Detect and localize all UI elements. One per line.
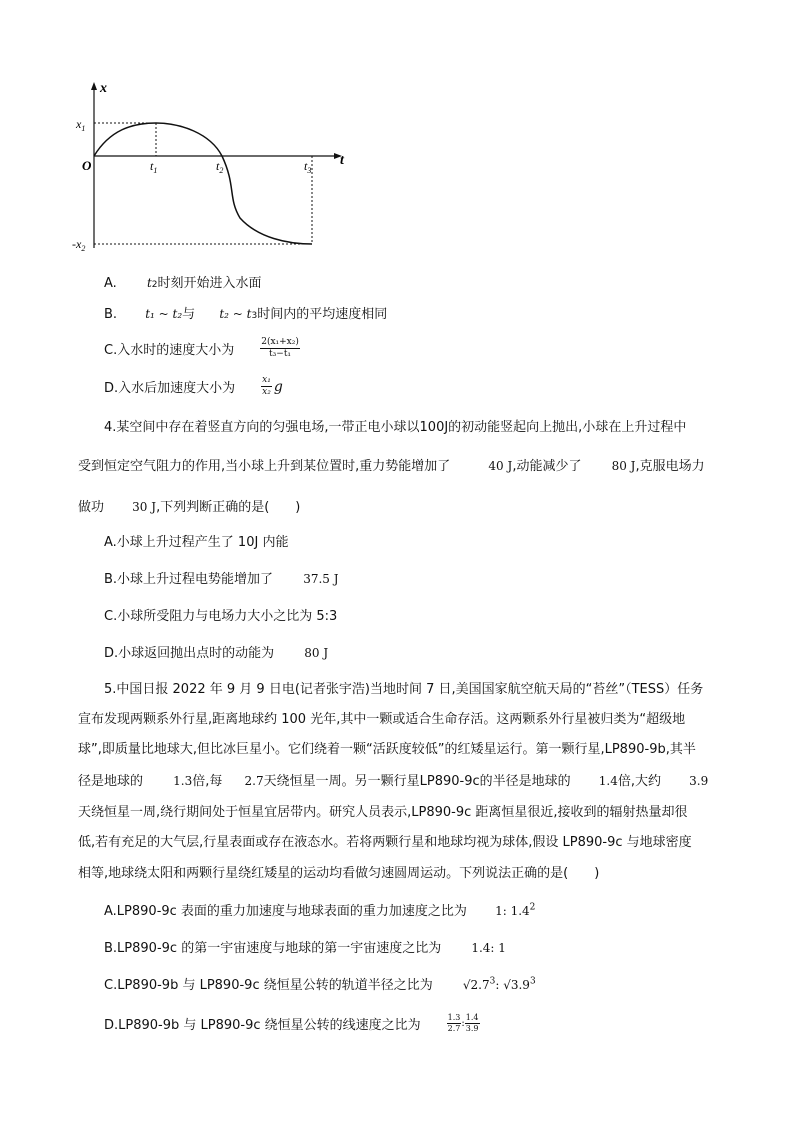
neg-x2-label: $-x_2$ bbox=[72, 237, 86, 253]
q5-option-d-num1: 1.3 bbox=[447, 1013, 461, 1022]
option-a-label: A. bbox=[104, 276, 117, 291]
q5-value-3-9: 3.9 bbox=[689, 774, 709, 788]
q4-option-b-value: 37.5 J bbox=[303, 572, 339, 586]
option-b-label: B. bbox=[104, 307, 118, 322]
q4-value-30j: 30 J bbox=[132, 500, 157, 514]
q3-option-d bbox=[104, 376, 283, 397]
q5-line3: 球”,即质量比地球大,但比冰巨星小。它们绕着一颗“活跃度较低”的红矮星运行。第一颗行星,LP890-9b,其半 bbox=[78, 742, 696, 757]
q5-option-c bbox=[104, 974, 536, 993]
q4-line2 bbox=[78, 455, 705, 474]
q5-option-d-fraction2 bbox=[465, 1014, 480, 1033]
q4-value-80j: 80 J bbox=[611, 459, 636, 473]
q4-line2-text-b: ,动能减少了 bbox=[512, 459, 582, 474]
option-b-range2: t₂ ~ t bbox=[219, 307, 252, 321]
option-d-text: D.入水后加速度大小为 bbox=[104, 381, 236, 396]
motion-curve bbox=[94, 123, 312, 244]
q4-line3-text-b: ,下列判断正确的是( ) bbox=[156, 500, 301, 515]
q5-value-2-7: 2.7 bbox=[244, 774, 264, 788]
q4-option-d bbox=[104, 642, 328, 661]
q5-line7: 相等,地球绕太阳和两颗行星绕红矮星的运动均看做匀速圆周运动。下列说法正确的是( ) bbox=[78, 866, 600, 881]
q3-option-c bbox=[104, 338, 300, 359]
t1-label: $t_1$ bbox=[150, 159, 158, 175]
option-d-g: g bbox=[273, 378, 283, 395]
option-b-text: 时间内的平均速度相同 bbox=[257, 307, 388, 322]
q4-line2-text-c: ,克服电场力 bbox=[635, 459, 705, 474]
q4-option-d-text: D.小球返回抛出点时的动能为 bbox=[104, 646, 275, 661]
q3-option-b bbox=[104, 303, 387, 322]
position-time-graph bbox=[70, 78, 360, 258]
q5-option-d bbox=[104, 1014, 480, 1033]
q4-line2-text-a: 受到恒定空气阻力的作用,当小球上升到某位置时,重力势能增加了 bbox=[78, 459, 451, 474]
q5-option-a-text: A.LP890-9c 表面的重力加速度与地球表面的重力加速度之比为 bbox=[104, 904, 467, 919]
q4-option-c: C.小球所受阻力与电场力大小之比为 5:3 bbox=[104, 609, 338, 624]
x1-label: $x_1$ bbox=[76, 117, 86, 133]
q5-option-c-root2: √3.9 bbox=[503, 978, 530, 992]
q5-line4 bbox=[78, 770, 708, 789]
option-d-fraction bbox=[261, 376, 272, 397]
origin-label: O bbox=[82, 158, 92, 173]
q5-line1: 5.中国日报 2022 年 9 月 9 日电(记者张宇浩)当地时间 7 日,美国国家航空航天局的“苔丝”（TESS）任务 bbox=[104, 682, 704, 697]
x-axis-label: x bbox=[100, 81, 107, 96]
q4-option-b-text: B.小球上升过程电势能增加了 bbox=[104, 572, 274, 587]
q5-option-c-text: C.LP890-9b 与 LP890-9c 绕恒星公转的轨道半径之比为 bbox=[104, 978, 433, 993]
option-a-text: 时刻开始进入水面 bbox=[157, 276, 262, 291]
q5-option-d-den1: 2.7 bbox=[447, 1024, 461, 1033]
option-c-denominator: t₃−t₁ bbox=[269, 349, 292, 359]
q5-option-c-separator: : bbox=[495, 978, 504, 992]
q4-line3 bbox=[78, 496, 300, 515]
q5-line4-text-d: 倍,大约 bbox=[617, 774, 662, 789]
q4-option-d-value: 80 J bbox=[304, 646, 329, 660]
q5-line6: 低,若有充足的大气层,行星表面或存在液态水。若将两颗行星和地球均视为球体,假设 LP890-9c 与地球密度 bbox=[78, 835, 692, 850]
t3-label: $t_3$ bbox=[304, 159, 312, 175]
q4-option-a: A.小球上升过程产生了 10J 内能 bbox=[104, 535, 289, 550]
t-axis-label: t bbox=[340, 153, 344, 168]
q5-value-1-3: 1.3 bbox=[173, 774, 193, 788]
option-c-fraction bbox=[260, 338, 300, 359]
q5-option-c-exp1: 3 bbox=[489, 976, 496, 987]
q5-option-a bbox=[104, 900, 535, 919]
q5-value-1-4: 1.4 bbox=[598, 774, 618, 788]
q4-line3-text-a: 做功 bbox=[78, 500, 105, 515]
q5-option-c-exp2: 3 bbox=[529, 976, 536, 987]
option-a-t: t bbox=[146, 276, 152, 290]
q3-option-a bbox=[104, 272, 262, 291]
option-a-sub: 2 bbox=[151, 280, 158, 290]
q5-option-d-num2: 1.4 bbox=[465, 1013, 479, 1022]
q5-option-a-exponent: 2 bbox=[529, 902, 536, 913]
q5-option-d-separator: : bbox=[461, 1018, 465, 1029]
q5-line2: 宣布发现两颗系外行星,距离地球约 100 光年,其中一颗或适合生命存活。这两颗系外行星被归类为“超级地 bbox=[78, 712, 686, 727]
q4-option-b bbox=[104, 568, 339, 587]
q4-value-40j: 40 J bbox=[488, 459, 513, 473]
option-c-numerator: 2(x₁+x₂) bbox=[261, 337, 299, 347]
option-b-sub: 3 bbox=[251, 311, 258, 321]
q5-option-a-value: 1: 1.4 bbox=[495, 904, 530, 918]
q5-option-b bbox=[104, 937, 506, 956]
q5-option-d-text: D.LP890-9b 与 LP890-9c 绕恒星公转的线速度之比为 bbox=[104, 1018, 421, 1033]
x-axis-arrow-icon bbox=[91, 82, 97, 90]
q5-option-d-den2: 3.9 bbox=[465, 1024, 479, 1033]
q5-line4-text-c: 天绕恒星一周。另一颗行星LP890-9c的半径是地球的 bbox=[263, 774, 571, 789]
q5-line4-text-a: 径是地球的 bbox=[78, 774, 144, 789]
q5-option-c-root1: √2.7 bbox=[462, 978, 490, 992]
option-d-numerator: x₁ bbox=[262, 375, 271, 385]
t2-label: $t_2$ bbox=[216, 159, 224, 175]
q5-line4-text-b: 倍,每 bbox=[192, 774, 223, 789]
option-d-denominator: x₂ bbox=[262, 387, 271, 397]
option-b-mid: 与 bbox=[182, 307, 196, 322]
q5-line5: 天绕恒星一周,绕行期间处于恒星宜居带内。研究人员表示,LP890-9c 距离恒星很近,接收到的辐射热量却很 bbox=[78, 805, 688, 820]
q5-option-d-fraction1 bbox=[447, 1013, 465, 1033]
q5-option-b-value: 1.4: 1 bbox=[471, 941, 506, 955]
q4-line1: 4.某空间中存在着竖直方向的匀强电场,一带正电小球以100J的初动能竖起向上抛出,小球在上升过程中 bbox=[104, 420, 687, 435]
option-b-range1: t₁ ~ t₂ bbox=[145, 307, 183, 321]
option-c-text: C.入水时的速度大小为 bbox=[104, 343, 235, 358]
q5-option-b-text: B.LP890-9c 的第一宇宙速度与地球的第一宇宙速度之比为 bbox=[104, 941, 442, 956]
